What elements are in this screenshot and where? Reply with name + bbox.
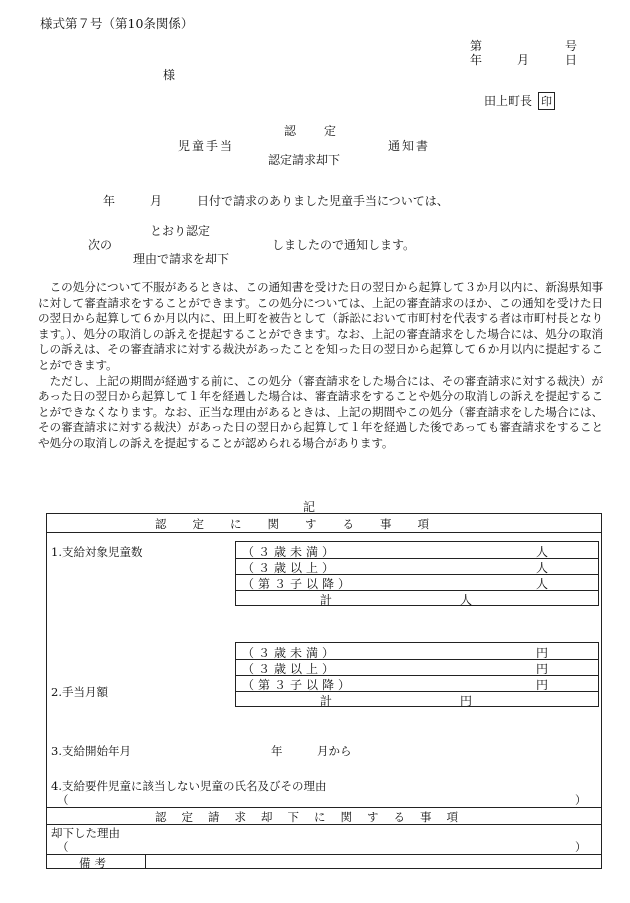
intro-option-top: とおり認定 xyxy=(150,224,211,238)
form-label: 様式第７号（第10条関係） xyxy=(40,16,194,31)
reject-paren-close: ） xyxy=(575,840,587,854)
item2-row-label: （第３子以降） xyxy=(242,678,355,692)
number-dai: 第 xyxy=(470,39,483,53)
item1-row-unit: 人 xyxy=(536,561,549,575)
intro-prefix: 次の xyxy=(88,238,113,252)
item3-month: 月から xyxy=(317,744,352,758)
title-bottom: 認定請求却下 xyxy=(268,153,341,167)
remarks-divider xyxy=(145,854,146,868)
date-day: 日 xyxy=(565,53,578,67)
section1-header: 認定に関する事項 xyxy=(155,517,455,531)
notice-paragraph-2: ただし、上記の期間が経過する前に、この処分（審査請求をした場合には、その審査請求に対する裁決）があった日の翌日から起算して１年を経過した場合は、審査請求をすることや処分の取消しの訴えを提起することができなくなります。なお、正当な理由があるときは、上記の期間やこの処分（審査請求をした場合には、その審査請求に対する裁決）があった日の翌日から起算して１年を経過した後であっても審査請求をすることや処分の取消しの訴えを提起することが認められる場合があります。 xyxy=(38,373,603,450)
item1-row-label: （３歳以上） xyxy=(242,561,339,575)
item1-total-unit: 人 xyxy=(460,593,473,607)
item2-box xyxy=(235,642,599,707)
item3-year: 年 xyxy=(271,744,283,758)
intro-year: 年 xyxy=(103,194,116,208)
title-top: 認 定 xyxy=(284,124,345,138)
details-table xyxy=(46,513,602,869)
item1-label: 1.支給対象児童数 xyxy=(51,545,143,559)
intro-suffix: しましたので通知します。 xyxy=(272,238,416,252)
recipient-suffix: 様 xyxy=(163,68,176,82)
issuer xyxy=(484,92,555,110)
issuer-name: 田上町長 xyxy=(484,94,533,108)
notice-body xyxy=(38,280,603,452)
item2-row-unit: 円 xyxy=(536,678,549,692)
item2-total-label: 計 xyxy=(320,694,337,708)
item1-row-label: （第３子以降） xyxy=(242,577,355,591)
item2-row-label: （３歳未満） xyxy=(242,646,339,660)
paren-close: ） xyxy=(575,793,587,807)
item1-row-unit: 人 xyxy=(536,577,549,591)
section2-header: 認定請求却下に関する事項 xyxy=(155,810,473,824)
reject-label: 却下した理由 xyxy=(51,826,120,840)
paren-open: （ xyxy=(57,793,69,807)
date-month: 月 xyxy=(517,53,530,67)
date-year: 年 xyxy=(470,53,483,67)
item1-row-unit: 人 xyxy=(536,545,549,559)
item2-total-unit: 円 xyxy=(460,694,473,708)
title-left: 児童手当 xyxy=(178,139,235,153)
item1-box xyxy=(235,541,599,606)
item2-label: 2.手当月額 xyxy=(51,685,108,699)
item3-label: 3.支給開始年月 xyxy=(51,744,131,758)
intro-rest: 日付で請求のありました児童手当については、 xyxy=(197,194,449,208)
ki-mark: 記 xyxy=(303,500,316,514)
title-right: 通知書 xyxy=(388,139,431,153)
item2-row-unit: 円 xyxy=(536,662,549,676)
notice-paragraph-1: この処分について不服があるときは、この通知書を受けた日の翌日から起算して３か月以内に、新潟県知事に対して審査請求をすることができます。この処分については、上記の審査請求のほか、この通知を受けた日の翌日から起算して６か月以内に、田上町を被告として（訴訟において市町村を代表する者は市町村長となります。）、処分の取消しの訴えを提起することができます。なお、上記の審査請求をした場合には、処分の取消しの訴えは、その審査請求に対する裁決があったことを知った日の翌日から起算して６か月以内に提起することができます。 xyxy=(38,280,603,372)
item2-row-unit: 円 xyxy=(536,646,549,660)
item4-label: 4.支給要件児童に該当しない児童の氏名及びその理由 xyxy=(51,779,327,793)
remarks-label: 備考 xyxy=(79,856,110,870)
reject-paren-open: （ xyxy=(57,840,69,854)
intro-month: 月 xyxy=(150,194,163,208)
item1-row-label: （３歳未満） xyxy=(242,545,339,559)
item1-total-label: 計 xyxy=(320,593,337,607)
number-go: 号 xyxy=(565,39,578,53)
seal-mark: 印 xyxy=(538,92,555,110)
intro-option-bottom: 理由で請求を却下 xyxy=(133,252,230,266)
item2-row-label: （３歳以上） xyxy=(242,662,339,676)
